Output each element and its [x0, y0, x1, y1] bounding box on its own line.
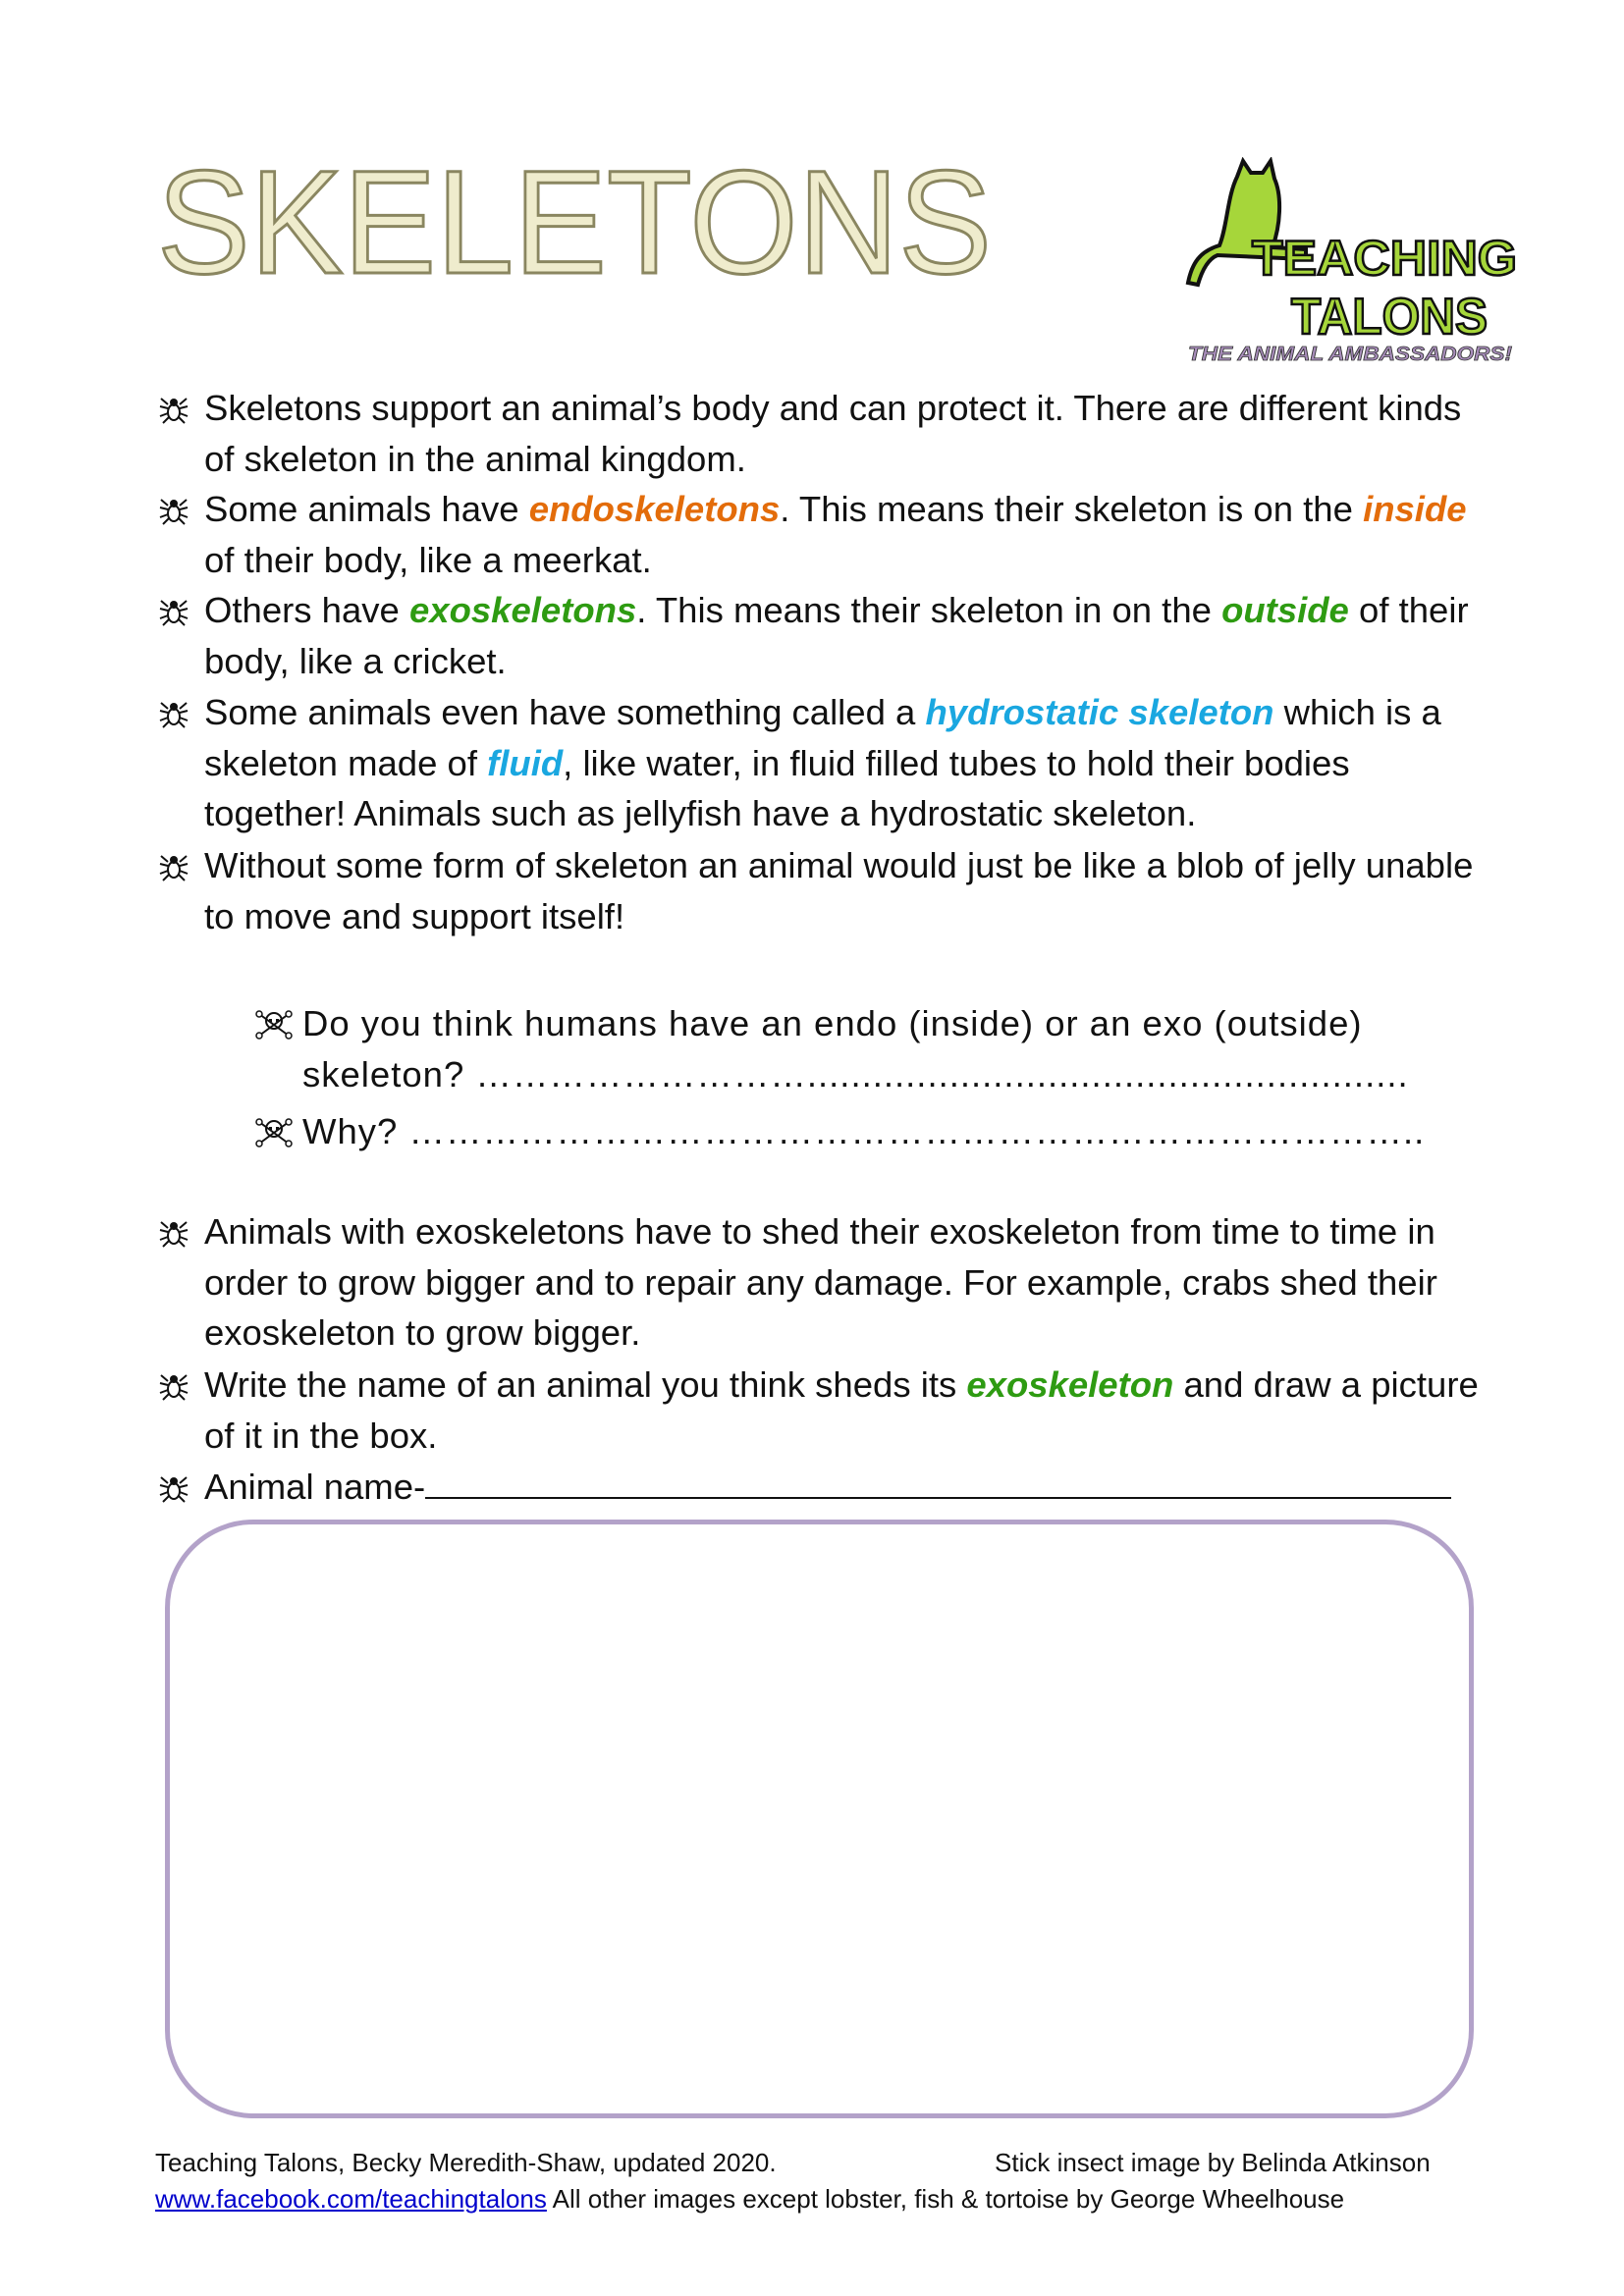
spider-bullet-icon: [159, 393, 189, 424]
term-fluid: fluid: [487, 742, 564, 783]
bullet-text: Without some form of skeleton an animal would just be like a blob of jelly unable to move and support itself!: [204, 845, 1474, 936]
animal-name-row: [204, 1462, 1500, 1513]
bullet-item: [204, 383, 1500, 484]
bullet-text: Write the name of an animal you think sheds its: [204, 1364, 967, 1405]
skull-crossbones-icon: [255, 1118, 293, 1148]
bullet-item: [204, 687, 1500, 839]
spider-bullet-icon: [159, 1471, 189, 1503]
bullet-text: and draw a picture of it in the box.: [204, 1364, 1479, 1456]
bullet-item: [204, 1360, 1500, 1461]
animal-name-label: Animal name-: [204, 1467, 426, 1507]
bullet-text: . This means their skeleton is on the: [780, 489, 1364, 529]
term-endoskeletons: endoskeletons: [528, 489, 781, 529]
animal-name-field[interactable]: [425, 1462, 1451, 1499]
bullet-item: [204, 585, 1500, 686]
footer-line-1: [155, 2145, 1471, 2180]
bullet-text: , like water, in fluid filled tubes to hold their bodies together! Animals such as jellyfish have a hydrostatic skeleton.: [204, 742, 1350, 834]
bullet-text: which is a skeleton made of: [204, 692, 1441, 783]
term-exoskeleton: exoskeleton: [966, 1364, 1174, 1405]
bullet-text: of their body, like a meerkat.: [204, 539, 652, 580]
spider-bullet-icon: [159, 1369, 189, 1401]
bullet-text: Animals with exoskeletons have to shed their exoskeleton from time to time in order to grow bigger and to repair any damage. For example, crabs shed their exoskeleton to grow bigger.: [204, 1211, 1437, 1354]
question-text: Why? ………………………………………………………………………..: [302, 1111, 1426, 1151]
footer-credit: Teaching Talons, Becky Meredith-Shaw, updated 2020.: [155, 2148, 777, 2177]
bullet-text: . This means their skeleton in on the: [636, 590, 1222, 630]
bullet-text: Skeletons support an animal’s body and can protect it. There are different kinds of skeleton in the animal kingdom.: [204, 388, 1462, 479]
drawing-box[interactable]: [165, 1520, 1474, 2118]
title-text: SKELETONS: [157, 147, 992, 294]
bullet-item: [204, 484, 1500, 585]
logo-tagline: THE ANIMAL AMBASSADORS!: [1188, 344, 1513, 365]
spider-bullet-icon: [159, 697, 189, 728]
teaching-talons-logo: [1178, 157, 1532, 368]
term-exoskeletons: exoskeletons: [408, 590, 637, 630]
term-hydrostatic-skeleton: hydrostatic skeleton: [925, 692, 1274, 732]
bullet-item: [204, 840, 1500, 941]
bullet-text: Others have: [204, 590, 409, 630]
term-outside: outside: [1221, 590, 1349, 630]
footer-stick-insect-credit: Stick insect image by Belinda Atkinson: [995, 2148, 1431, 2177]
logo-line1: TEACHING: [1252, 231, 1517, 286]
bullet-text: Some animals even have something called a: [204, 692, 926, 732]
bullet-item: [204, 1206, 1500, 1359]
bullet-text: of their body, like a cricket.: [204, 590, 1469, 681]
question-item[interactable]: [302, 998, 1481, 1099]
footer-line-2: [155, 2181, 1344, 2216]
term-inside: inside: [1363, 489, 1467, 529]
spider-bullet-icon: [159, 595, 189, 626]
question-item[interactable]: [302, 1106, 1481, 1157]
question-text: Do you think humans have an endo (inside) or an exo (outside) skeleton? ……………………….......................................................: [302, 1003, 1409, 1095]
spider-bullet-icon: [159, 850, 189, 881]
spider-bullet-icon: [159, 1216, 189, 1248]
footer-image-credit: All other images except lobster, fish & tortoise by George Wheelhouse: [546, 2184, 1345, 2214]
spider-bullet-icon: [159, 494, 189, 525]
bullet-text: Some animals have: [204, 489, 529, 529]
skull-crossbones-icon: [255, 1010, 293, 1040]
facebook-link[interactable]: www.facebook.com/teachingtalons: [155, 2184, 547, 2214]
logo-line2: TALONS: [1291, 289, 1488, 346]
page-title: [157, 147, 1001, 294]
